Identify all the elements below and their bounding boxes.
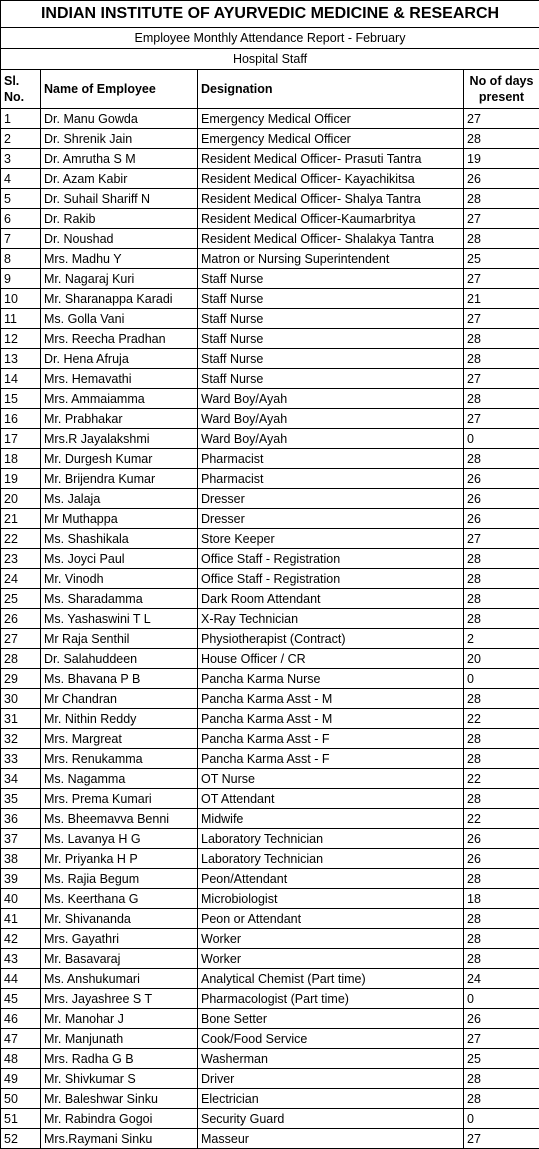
cell-designation: Staff Nurse (198, 269, 464, 289)
cell-days-present: 25 (464, 249, 539, 269)
table-row (1, 509, 539, 529)
cell-sl-no: 40 (1, 889, 41, 909)
cell-employee-name: Mr. Nagaraj Kuri (41, 269, 198, 289)
cell-sl-no: 9 (1, 269, 41, 289)
cell-sl-no: 36 (1, 809, 41, 829)
cell-designation: Laboratory Technician (198, 849, 464, 869)
table-row (1, 529, 539, 549)
cell-sl-no: 31 (1, 709, 41, 729)
cell-sl-no: 52 (1, 1129, 41, 1149)
cell-employee-name: Mr. Baleshwar Sinku (41, 1089, 198, 1109)
cell-days-present: 27 (464, 269, 539, 289)
cell-sl-no: 47 (1, 1029, 41, 1049)
cell-days-present: 19 (464, 149, 539, 169)
cell-designation: Peon or Attendant (198, 909, 464, 929)
cell-designation: Pancha Karma Asst - M (198, 709, 464, 729)
cell-sl-no: 33 (1, 749, 41, 769)
table-row (1, 769, 539, 789)
cell-employee-name: Mr. Manjunath (41, 1029, 198, 1049)
cell-days-present: 26 (464, 169, 539, 189)
report-title: INDIAN INSTITUTE OF AYURVEDIC MEDICINE & RESEARCH (1, 1, 539, 28)
cell-designation: Resident Medical Officer-Kaumarbritya (198, 209, 464, 229)
cell-designation: Ward Boy/Ayah (198, 389, 464, 409)
cell-sl-no: 45 (1, 989, 41, 1009)
cell-designation: X-Ray Technician (198, 609, 464, 629)
cell-employee-name: Mrs. Jayashree S T (41, 989, 198, 1009)
cell-employee-name: Mr. Manohar J (41, 1009, 198, 1029)
cell-designation: Electrician (198, 1089, 464, 1109)
cell-days-present: 28 (464, 929, 539, 949)
cell-designation: Staff Nurse (198, 309, 464, 329)
cell-sl-no: 14 (1, 369, 41, 389)
cell-designation: Pancha Karma Asst - F (198, 729, 464, 749)
cell-days-present: 28 (464, 869, 539, 889)
cell-days-present: 27 (464, 109, 539, 129)
cell-designation: Analytical Chemist (Part time) (198, 969, 464, 989)
cell-designation: Washerman (198, 1049, 464, 1069)
table-row (1, 1089, 539, 1109)
cell-employee-name: Mr. Prabhakar (41, 409, 198, 429)
cell-designation: Office Staff - Registration (198, 569, 464, 589)
cell-employee-name: Mr. Nithin Reddy (41, 709, 198, 729)
cell-sl-no: 39 (1, 869, 41, 889)
cell-employee-name: Mr. Brijendra Kumar (41, 469, 198, 489)
table-row (1, 729, 539, 749)
table-row (1, 789, 539, 809)
cell-designation: Office Staff - Registration (198, 549, 464, 569)
cell-days-present: 26 (464, 1009, 539, 1029)
cell-days-present: 0 (464, 989, 539, 1009)
header-sl-no: Sl. No. (1, 70, 41, 109)
cell-designation: House Officer / CR (198, 649, 464, 669)
cell-designation: Microbiologist (198, 889, 464, 909)
cell-designation: Staff Nurse (198, 369, 464, 389)
table-row (1, 589, 539, 609)
subtitle-row (1, 28, 539, 49)
cell-employee-name: Mr Muthappa (41, 509, 198, 529)
cell-employee-name: Mrs. Madhu Y (41, 249, 198, 269)
cell-sl-no: 37 (1, 829, 41, 849)
table-row (1, 229, 539, 249)
cell-days-present: 28 (464, 1089, 539, 1109)
cell-days-present: 26 (464, 489, 539, 509)
cell-days-present: 28 (464, 749, 539, 769)
cell-sl-no: 24 (1, 569, 41, 589)
cell-days-present: 28 (464, 1069, 539, 1089)
cell-employee-name: Mr. Rabindra Gogoi (41, 1109, 198, 1129)
cell-employee-name: Ms. Nagamma (41, 769, 198, 789)
table-row (1, 169, 539, 189)
cell-sl-no: 13 (1, 349, 41, 369)
cell-sl-no: 32 (1, 729, 41, 749)
cell-designation: Matron or Nursing Superintendent (198, 249, 464, 269)
cell-days-present: 27 (464, 1129, 539, 1149)
cell-sl-no: 7 (1, 229, 41, 249)
cell-sl-no: 26 (1, 609, 41, 629)
header-row (1, 70, 539, 109)
cell-sl-no: 42 (1, 929, 41, 949)
cell-employee-name: Mr. Shivkumar S (41, 1069, 198, 1089)
table-row (1, 829, 539, 849)
cell-designation: Staff Nurse (198, 289, 464, 309)
table-row (1, 809, 539, 829)
cell-employee-name: Mrs.Raymani Sinku (41, 1129, 198, 1149)
table-row (1, 489, 539, 509)
cell-employee-name: Mr Chandran (41, 689, 198, 709)
cell-days-present: 0 (464, 429, 539, 449)
cell-sl-no: 22 (1, 529, 41, 549)
cell-sl-no: 5 (1, 189, 41, 209)
table-row (1, 389, 539, 409)
cell-sl-no: 38 (1, 849, 41, 869)
cell-days-present: 28 (464, 189, 539, 209)
cell-designation: Peon/Attendant (198, 869, 464, 889)
table-row (1, 189, 539, 209)
cell-days-present: 0 (464, 1109, 539, 1129)
cell-designation: Resident Medical Officer- Prasuti Tantra (198, 149, 464, 169)
cell-designation: Pancha Karma Asst - M (198, 689, 464, 709)
cell-sl-no: 1 (1, 109, 41, 129)
cell-days-present: 28 (464, 329, 539, 349)
cell-designation: Pharmacist (198, 449, 464, 469)
cell-designation: Staff Nurse (198, 349, 464, 369)
cell-days-present: 0 (464, 669, 539, 689)
cell-employee-name: Ms. Bhavana P B (41, 669, 198, 689)
cell-days-present: 2 (464, 629, 539, 649)
cell-days-present: 24 (464, 969, 539, 989)
cell-days-present: 28 (464, 349, 539, 369)
cell-days-present: 28 (464, 229, 539, 249)
cell-designation: Dark Room Attendant (198, 589, 464, 609)
cell-days-present: 25 (464, 1049, 539, 1069)
cell-employee-name: Ms. Yashaswini T L (41, 609, 198, 629)
cell-employee-name: Dr. Rakib (41, 209, 198, 229)
cell-sl-no: 10 (1, 289, 41, 309)
table-row (1, 849, 539, 869)
cell-employee-name: Mr. Shivananda (41, 909, 198, 929)
cell-employee-name: Ms. Golla Vani (41, 309, 198, 329)
cell-employee-name: Dr. Noushad (41, 229, 198, 249)
table-row (1, 149, 539, 169)
table-row (1, 629, 539, 649)
cell-employee-name: Mrs. Prema Kumari (41, 789, 198, 809)
table-row (1, 1049, 539, 1069)
cell-designation: Worker (198, 949, 464, 969)
table-row (1, 869, 539, 889)
cell-days-present: 26 (464, 829, 539, 849)
cell-days-present: 26 (464, 849, 539, 869)
table-row (1, 1069, 539, 1089)
cell-days-present: 28 (464, 689, 539, 709)
cell-employee-name: Ms. Jalaja (41, 489, 198, 509)
cell-sl-no: 25 (1, 589, 41, 609)
cell-sl-no: 51 (1, 1109, 41, 1129)
cell-designation: Cook/Food Service (198, 1029, 464, 1049)
cell-designation: Resident Medical Officer- Kayachikitsa (198, 169, 464, 189)
cell-employee-name: Dr. Suhail Shariff N (41, 189, 198, 209)
cell-sl-no: 17 (1, 429, 41, 449)
cell-days-present: 28 (464, 589, 539, 609)
table-row (1, 909, 539, 929)
cell-days-present: 28 (464, 449, 539, 469)
cell-designation: Emergency Medical Officer (198, 129, 464, 149)
cell-employee-name: Mrs. Margreat (41, 729, 198, 749)
cell-sl-no: 19 (1, 469, 41, 489)
table-row (1, 249, 539, 269)
cell-days-present: 27 (464, 209, 539, 229)
cell-employee-name: Ms. Keerthana G (41, 889, 198, 909)
table-row (1, 349, 539, 369)
cell-designation: Emergency Medical Officer (198, 109, 464, 129)
cell-days-present: 28 (464, 549, 539, 569)
cell-designation: Laboratory Technician (198, 829, 464, 849)
cell-sl-no: 46 (1, 1009, 41, 1029)
table-row (1, 1109, 539, 1129)
table-row (1, 469, 539, 489)
cell-employee-name: Mr. Sharanappa Karadi (41, 289, 198, 309)
cell-sl-no: 48 (1, 1049, 41, 1069)
cell-sl-no: 29 (1, 669, 41, 689)
cell-sl-no: 41 (1, 909, 41, 929)
cell-days-present: 28 (464, 609, 539, 629)
table-row (1, 129, 539, 149)
cell-designation: Midwife (198, 809, 464, 829)
cell-designation: Worker (198, 929, 464, 949)
table-row (1, 269, 539, 289)
cell-designation: Resident Medical Officer- Shalya Tantra (198, 189, 464, 209)
cell-employee-name: Dr. Amrutha S M (41, 149, 198, 169)
cell-days-present: 28 (464, 389, 539, 409)
table-row (1, 109, 539, 129)
cell-designation: Security Guard (198, 1109, 464, 1129)
cell-employee-name: Mr. Basavaraj (41, 949, 198, 969)
cell-designation: Resident Medical Officer- Shalakya Tantra (198, 229, 464, 249)
cell-sl-no: 11 (1, 309, 41, 329)
cell-sl-no: 34 (1, 769, 41, 789)
cell-sl-no: 21 (1, 509, 41, 529)
table-row (1, 309, 539, 329)
cell-sl-no: 20 (1, 489, 41, 509)
cell-sl-no: 23 (1, 549, 41, 569)
cell-sl-no: 8 (1, 249, 41, 269)
table-row (1, 209, 539, 229)
cell-employee-name: Ms. Joyci Paul (41, 549, 198, 569)
cell-days-present: 28 (464, 729, 539, 749)
table-row (1, 409, 539, 429)
cell-days-present: 21 (464, 289, 539, 309)
cell-employee-name: Mrs.R Jayalakshmi (41, 429, 198, 449)
report-subtitle: Employee Monthly Attendance Report - February (1, 28, 539, 49)
cell-designation: Store Keeper (198, 529, 464, 549)
cell-days-present: 28 (464, 569, 539, 589)
cell-designation: Pancha Karma Asst - F (198, 749, 464, 769)
cell-sl-no: 44 (1, 969, 41, 989)
cell-days-present: 26 (464, 509, 539, 529)
cell-sl-no: 18 (1, 449, 41, 469)
cell-employee-name: Ms. Rajia Begum (41, 869, 198, 889)
cell-days-present: 18 (464, 889, 539, 909)
table-row (1, 329, 539, 349)
table-row (1, 709, 539, 729)
table-row (1, 689, 539, 709)
cell-designation: OT Attendant (198, 789, 464, 809)
cell-employee-name: Ms. Shashikala (41, 529, 198, 549)
cell-days-present: 20 (464, 649, 539, 669)
cell-sl-no: 16 (1, 409, 41, 429)
cell-sl-no: 43 (1, 949, 41, 969)
table-row (1, 1029, 539, 1049)
cell-designation: Ward Boy/Ayah (198, 409, 464, 429)
table-row (1, 749, 539, 769)
cell-employee-name: Mrs. Hemavathi (41, 369, 198, 389)
cell-employee-name: Mrs. Radha G B (41, 1049, 198, 1069)
table-row (1, 449, 539, 469)
header-name: Name of Employee (41, 70, 198, 109)
cell-days-present: 27 (464, 529, 539, 549)
cell-designation: Physiotherapist (Contract) (198, 629, 464, 649)
cell-employee-name: Mr Raja Senthil (41, 629, 198, 649)
cell-employee-name: Dr. Salahuddeen (41, 649, 198, 669)
table-row (1, 889, 539, 909)
cell-sl-no: 4 (1, 169, 41, 189)
cell-days-present: 22 (464, 769, 539, 789)
cell-employee-name: Mrs. Reecha Pradhan (41, 329, 198, 349)
cell-designation: Driver (198, 1069, 464, 1089)
table-row (1, 949, 539, 969)
cell-employee-name: Dr. Hena Afruja (41, 349, 198, 369)
cell-sl-no: 30 (1, 689, 41, 709)
table-row (1, 429, 539, 449)
header-designation: Designation (198, 70, 464, 109)
cell-employee-name: Ms. Sharadamma (41, 589, 198, 609)
table-row (1, 669, 539, 689)
cell-sl-no: 35 (1, 789, 41, 809)
cell-sl-no: 50 (1, 1089, 41, 1109)
cell-designation: Pancha Karma Nurse (198, 669, 464, 689)
header-days-present: No of days present (464, 70, 539, 109)
cell-employee-name: Dr. Azam Kabir (41, 169, 198, 189)
section-title: Hospital Staff (1, 49, 539, 70)
cell-days-present: 22 (464, 809, 539, 829)
table-row (1, 569, 539, 589)
cell-days-present: 26 (464, 469, 539, 489)
cell-designation: Pharmacologist (Part time) (198, 989, 464, 1009)
cell-employee-name: Dr. Shrenik Jain (41, 129, 198, 149)
section-row (1, 49, 539, 70)
table-row (1, 369, 539, 389)
cell-designation: Masseur (198, 1129, 464, 1149)
cell-employee-name: Dr. Manu Gowda (41, 109, 198, 129)
table-row (1, 929, 539, 949)
cell-employee-name: Mr. Priyanka H P (41, 849, 198, 869)
cell-employee-name: Ms. Bheemavva Benni (41, 809, 198, 829)
cell-days-present: 27 (464, 1029, 539, 1049)
table-row (1, 609, 539, 629)
title-row (1, 1, 539, 28)
table-row (1, 989, 539, 1009)
cell-employee-name: Ms. Lavanya H G (41, 829, 198, 849)
cell-sl-no: 3 (1, 149, 41, 169)
table-row (1, 549, 539, 569)
cell-days-present: 27 (464, 409, 539, 429)
cell-days-present: 28 (464, 949, 539, 969)
cell-employee-name: Mrs. Gayathri (41, 929, 198, 949)
cell-employee-name: Mr. Durgesh Kumar (41, 449, 198, 469)
cell-sl-no: 6 (1, 209, 41, 229)
table-row (1, 649, 539, 669)
cell-designation: OT Nurse (198, 769, 464, 789)
cell-designation: Bone Setter (198, 1009, 464, 1029)
cell-designation: Pharmacist (198, 469, 464, 489)
cell-sl-no: 15 (1, 389, 41, 409)
cell-days-present: 28 (464, 789, 539, 809)
cell-designation: Dresser (198, 509, 464, 529)
table-row (1, 289, 539, 309)
cell-employee-name: Mr. Vinodh (41, 569, 198, 589)
cell-sl-no: 27 (1, 629, 41, 649)
table-row (1, 1009, 539, 1029)
table-row (1, 1129, 539, 1149)
cell-employee-name: Ms. Anshukumari (41, 969, 198, 989)
cell-sl-no: 12 (1, 329, 41, 349)
cell-designation: Dresser (198, 489, 464, 509)
table-row (1, 969, 539, 989)
cell-days-present: 27 (464, 369, 539, 389)
cell-days-present: 27 (464, 309, 539, 329)
cell-days-present: 22 (464, 709, 539, 729)
cell-sl-no: 49 (1, 1069, 41, 1089)
cell-days-present: 28 (464, 909, 539, 929)
cell-designation: Ward Boy/Ayah (198, 429, 464, 449)
cell-employee-name: Mrs. Ammaiamma (41, 389, 198, 409)
cell-employee-name: Mrs. Renukamma (41, 749, 198, 769)
cell-sl-no: 28 (1, 649, 41, 669)
cell-designation: Staff Nurse (198, 329, 464, 349)
cell-sl-no: 2 (1, 129, 41, 149)
cell-days-present: 28 (464, 129, 539, 149)
